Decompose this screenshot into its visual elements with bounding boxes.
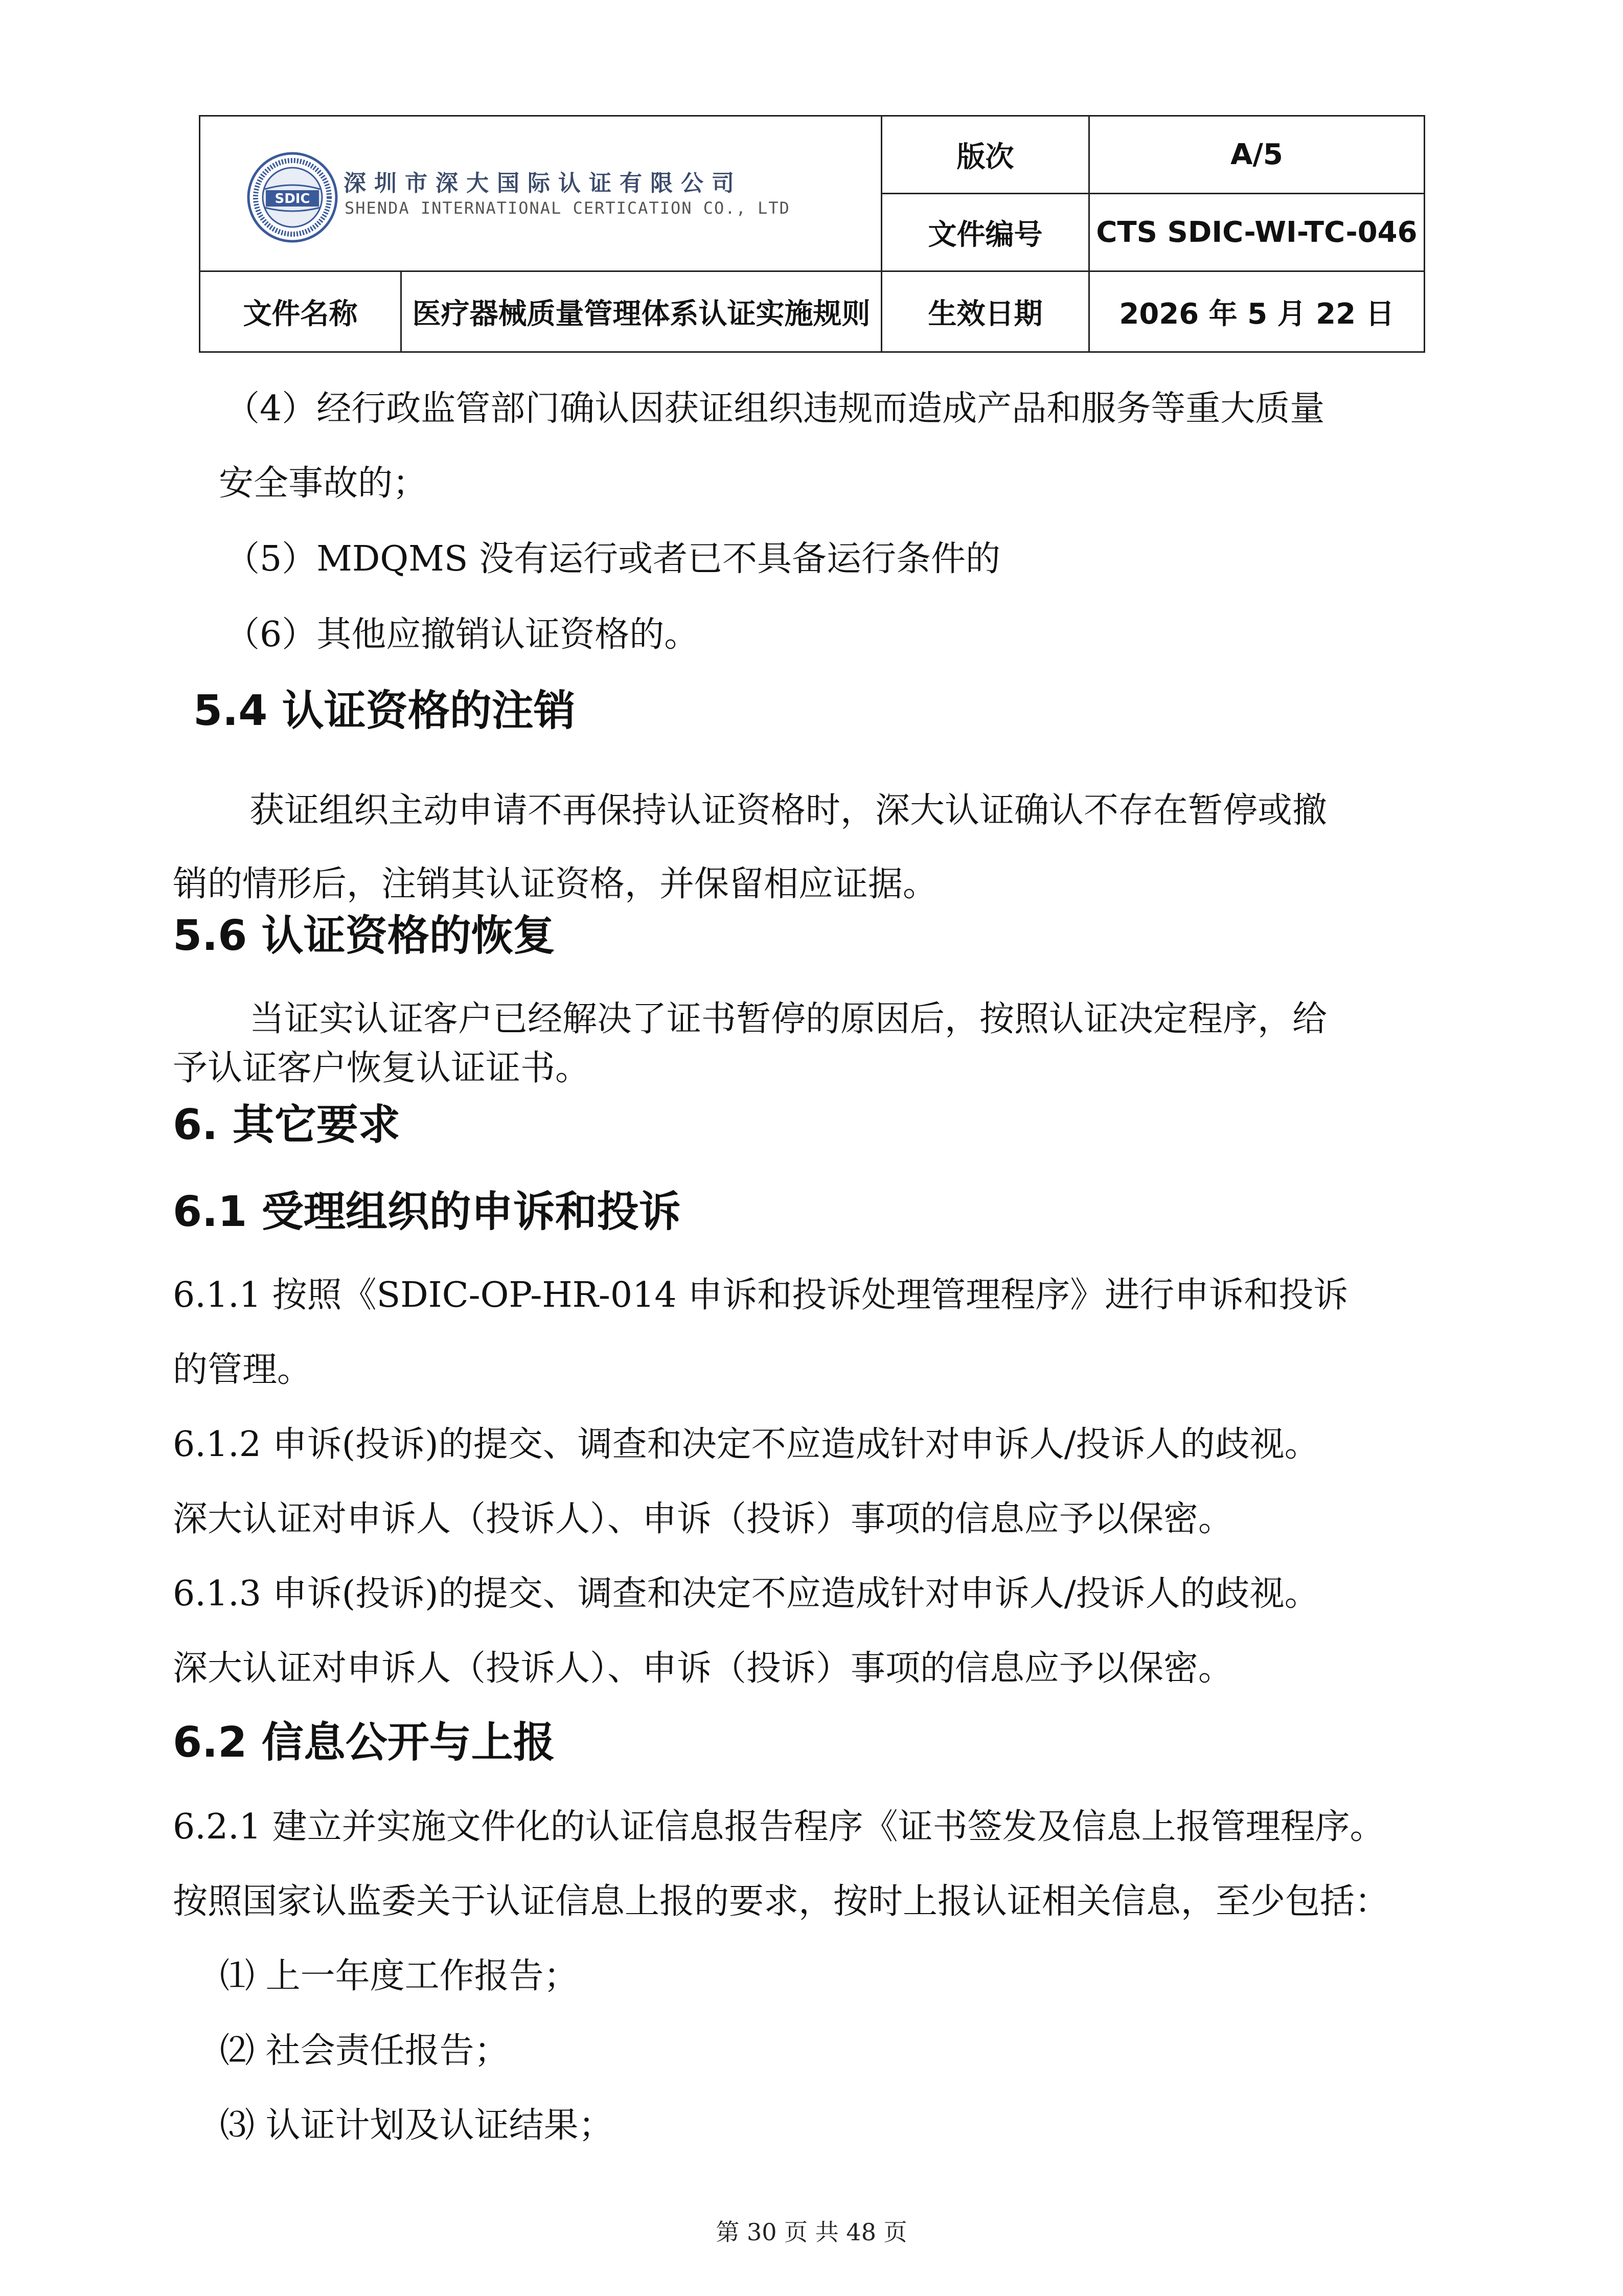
- para-6-1-3-line-2: 深大认证对申诉人（投诉人）、申诉（投诉）事项的信息应予以保密。: [173, 1648, 1233, 1689]
- para-6-2-1-line-2: 按照国家认监委关于认证信息上报的要求，按时上报认证相关信息，至少包括：: [173, 1881, 1390, 1922]
- doc-number-value: CTS SDIC-WI-TC-046: [1089, 194, 1425, 271]
- section-6-2-title: 6.2 信息公开与上报: [173, 1718, 555, 1767]
- para-6-1-3-line-1: 6.1.3 申诉(投诉)的提交、调查和决定不应造成针对申诉人/投诉人的歧视。: [173, 1574, 1319, 1614]
- doc-number-label: 文件编号: [882, 194, 1089, 271]
- para-6-1-2-line-2: 深大认证对申诉人（投诉人）、申诉（投诉）事项的信息应予以保密。: [173, 1499, 1233, 1539]
- item-4-line-2: 安全事故的；: [219, 463, 428, 504]
- section-5-6-title: 5.6 认证资格的恢复: [173, 912, 555, 960]
- version-label: 版次: [882, 116, 1089, 194]
- item-4-line-1: （4）经行政监管部门确认因获证组织违规而造成产品和服务等重大质量: [225, 389, 1325, 429]
- doc-name-label: 文件名称: [200, 271, 401, 352]
- page-number-footer: 第 30 页 共 48 页: [716, 2218, 907, 2246]
- list-item-2: ⑵ 社会责任报告；: [220, 2031, 509, 2071]
- section-5-4-title: 5.4 认证资格的注销: [193, 687, 576, 735]
- para-6-1-2-line-1: 6.1.2 申诉(投诉)的提交、调查和决定不应造成针对申诉人/投诉人的歧视。: [173, 1424, 1319, 1465]
- section-5-6-line-2: 予认证客户恢复认证证书。: [173, 1048, 590, 1088]
- version-value: A/5: [1089, 116, 1425, 194]
- document-header-table: [199, 115, 1425, 353]
- para-6-2-1-line-1: 6.2.1 建立并实施文件化的认证信息报告程序《证书签发及信息上报管理程序。: [173, 1807, 1385, 1847]
- list-item-3: ⑶ 认证计划及认证结果；: [220, 2105, 613, 2146]
- sdic-seal-icon: [246, 151, 338, 243]
- effective-date-value: 2026 年 5 月 22 日: [1089, 271, 1425, 352]
- section-6-title: 6. 其它要求: [173, 1101, 400, 1149]
- company-name-en: SHENDA INTERNATIONAL CERTICATION CO., LTD: [345, 198, 790, 218]
- logo-text: SDIC: [275, 191, 310, 207]
- section-5-4-line-1: 获证组织主动申请不再保持认证资格时，深大认证确认不存在暂停或撤: [249, 790, 1328, 831]
- company-name-cn: 深圳市深大国际认证有限公司: [344, 170, 742, 196]
- company-logo: [246, 151, 911, 254]
- company-logo-cell: [200, 116, 882, 271]
- section-5-4-line-2: 销的情形后，注销其认证资格，并保留相应证据。: [173, 864, 938, 904]
- section-5-6-line-1: 当证实认证客户已经解决了证书暂停的原因后，按照认证决定程序，给: [249, 999, 1328, 1039]
- section-6-1-title: 6.1 受理组织的申诉和投诉: [173, 1188, 681, 1236]
- para-6-1-1-line-1: 6.1.1 按照《SDIC-OP-HR-014 申诉和投诉处理管理程序》进行申诉和投诉: [173, 1275, 1348, 1315]
- item-6: （6）其他应撤销认证资格的。: [225, 615, 699, 655]
- effective-date-label: 生效日期: [882, 271, 1089, 352]
- para-6-1-1-line-2: 的管理。: [173, 1350, 312, 1390]
- list-item-1: ⑴ 上一年度工作报告；: [220, 1956, 579, 1996]
- item-5: （5）MDQMS 没有运行或者已不具备运行条件的: [225, 539, 1000, 579]
- doc-name-value: 医疗器械质量管理体系认证实施规则: [401, 271, 882, 352]
